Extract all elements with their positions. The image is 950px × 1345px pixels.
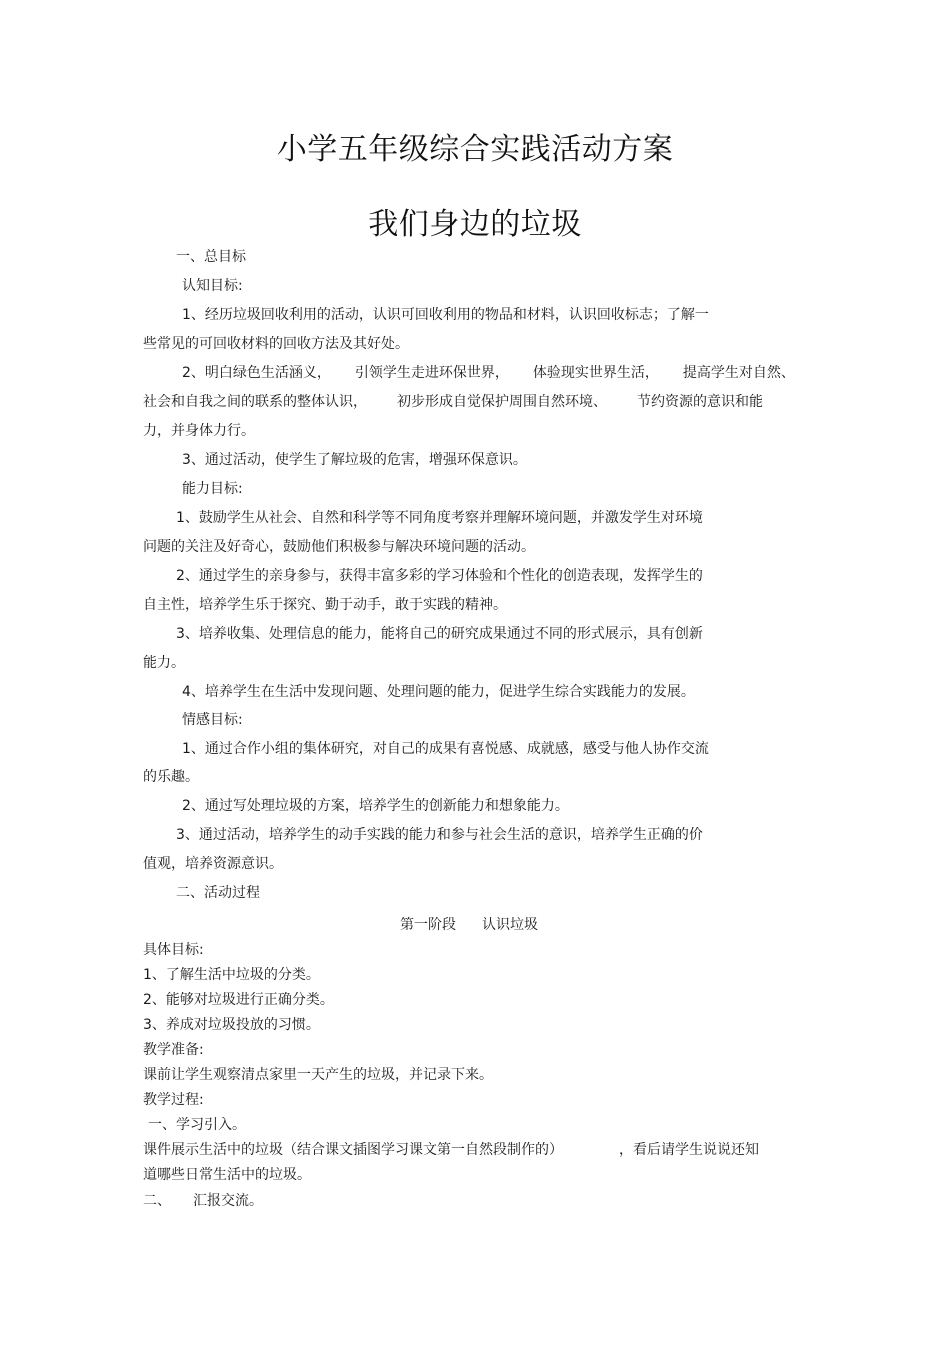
paragraph-line: 道哪些日常生活中的垃圾。	[143, 1167, 311, 1183]
text-run: 2、明白绿色生活涵义，	[182, 365, 331, 381]
text-run: ，看后请学生说说还知	[619, 1142, 759, 1158]
paragraph-line: 能力。	[143, 655, 185, 671]
paragraph-line	[143, 1141, 759, 1159]
paragraph-line: 3、通过活动，使学生了解垃圾的危害，增强环保意识。	[182, 452, 527, 468]
paragraph-line: 2、通过写处理垃圾的方案，培养学生的创新能力和想象能力。	[182, 798, 569, 814]
list-item: 一、学习引入。	[148, 1117, 246, 1133]
subheading-cognitive: 认知目标:	[182, 278, 243, 294]
text-run: 节约资源的意识和能	[637, 394, 763, 410]
document-title: 小学五年级综合实践活动方案	[276, 132, 674, 167]
subheading-process: 教学过程:	[143, 1092, 204, 1108]
paragraph-line: 些常见的可回收材料的回收方法及其好处。	[143, 336, 409, 352]
paragraph-line: 3、通过活动，培养学生的动手实践的能力和参与社会生活的意识，培养学生正确的价	[176, 827, 703, 843]
list-item: 1、了解生活中垃圾的分类。	[143, 967, 320, 983]
paragraph-line: 4、培养学生在生活中发现问题、处理问题的能力，促进学生综合实践能力的发展。	[182, 684, 695, 700]
subheading-goals: 具体目标:	[143, 942, 204, 958]
paragraph-line: 值观，培养资源意识。	[143, 856, 283, 872]
text-run: 初步形成自觉保护周围自然环境、	[397, 394, 607, 410]
text-run: 认识垃圾	[482, 917, 538, 933]
text-run: 社会和自我之间的联系的整体认识，	[143, 394, 367, 410]
section-heading: 一、总目标	[176, 249, 246, 265]
text-run: 第一阶段	[400, 917, 456, 933]
subheading-ability: 能力目标:	[182, 481, 243, 497]
paragraph-line: 自主性，培养学生乐于探究、勤于动手，敢于实践的精神。	[143, 597, 507, 613]
paragraph-line: 1、通过合作小组的集体研究，对自己的成果有喜悦感、成就感，感受与他人协作交流	[182, 741, 709, 757]
paragraph-line	[182, 364, 795, 382]
text-run: 引领学生走进环保世界，	[354, 365, 509, 381]
list-item: 2、能够对垃圾进行正确分类。	[143, 992, 334, 1008]
paragraph-line: 的乐趣。	[143, 769, 199, 785]
paragraph-line	[143, 393, 763, 411]
paragraph-line: 1、经历垃圾回收利用的活动，认识可回收利用的物品和材料，认识回收标志；了解一	[182, 307, 709, 323]
text-run: 二、	[143, 1193, 171, 1209]
paragraph-line: 课前让学生观察清点家里一天产生的垃圾，并记录下来。	[143, 1067, 493, 1083]
document-subtitle: 我们身边的垃圾	[368, 207, 582, 242]
subheading-emotional: 情感目标:	[182, 712, 243, 728]
paragraph-line: 2、通过学生的亲身参与，获得丰富多彩的学习体验和个性化的创造表现，发挥学生的	[176, 568, 703, 584]
paragraph-line: 力，并身体力行。	[143, 423, 255, 439]
text-run: 课件展示生活中的垃圾（结合课文插图学习课文第一自然段制作的）	[143, 1142, 563, 1158]
text-run: 体验现实世界生活，	[532, 365, 659, 381]
subheading-preparation: 教学准备:	[143, 1042, 204, 1058]
text-run: 汇报交流。	[193, 1193, 263, 1209]
paragraph-line: 问题的关注及好奇心，鼓励他们积极参与解决环境问题的活动。	[143, 539, 535, 555]
text-run: 提高学生对自然、	[682, 365, 795, 381]
list-item: 3、养成对垃圾投放的习惯。	[143, 1017, 320, 1033]
section-heading: 二、活动过程	[176, 885, 260, 901]
list-item	[143, 1192, 263, 1210]
paragraph-line: 3、培养收集、处理信息的能力，能将自己的研究成果通过不同的形式展示，具有创新	[176, 626, 703, 642]
paragraph-line: 1、鼓励学生从社会、自然和科学等不同角度考察并理解环境问题，并激发学生对环境	[176, 510, 703, 526]
stage-heading	[400, 916, 538, 934]
